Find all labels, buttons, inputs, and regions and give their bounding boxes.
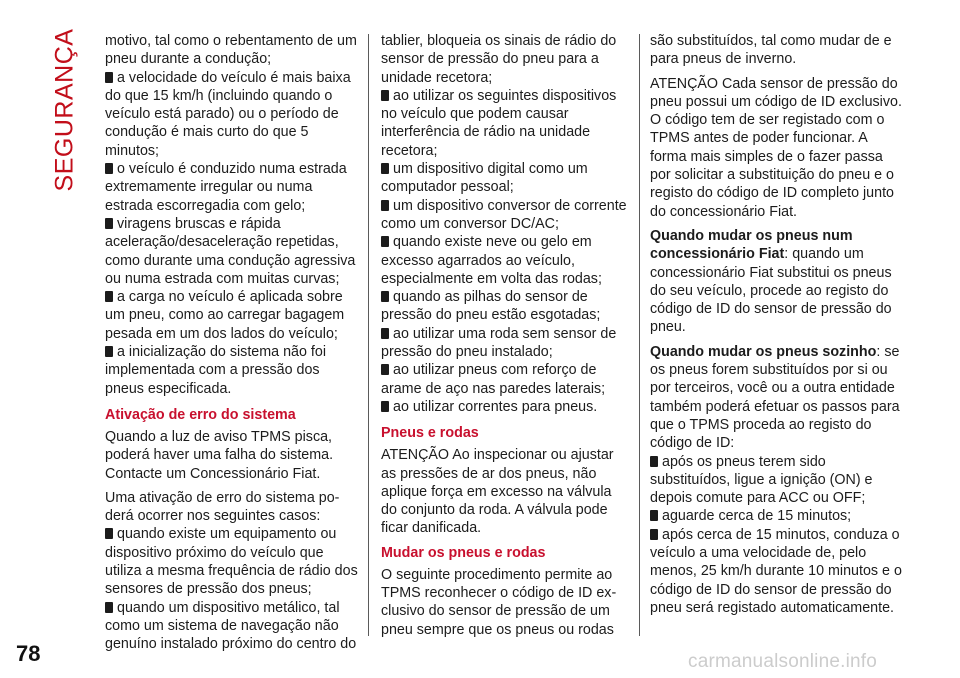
- list-item: [381, 87, 631, 160]
- section-heading: Pneus e rodas: [381, 425, 479, 442]
- bold-lead: Quando mudar os pneus num concessionário Fiat: [650, 227, 853, 263]
- list-item: [381, 233, 631, 288]
- list-item-text: o veículo é conduzido numa estrada extremamente irregular ou numa estrada escorregadia com gelo;: [105, 161, 347, 214]
- column-divider: [639, 34, 640, 636]
- checkbox-bullet-icon: [381, 236, 389, 247]
- checkbox-bullet-icon: [381, 163, 389, 174]
- column-divider: [368, 34, 369, 636]
- paragraph: tablier, bloqueia os sinais de rádio do sensor de pressão do pneu para a unidade recetora;: [381, 33, 617, 86]
- section-label: SEGURANÇA: [50, 28, 79, 192]
- text-column-2: [381, 32, 631, 639]
- list-item: [105, 288, 361, 343]
- paragraph: [650, 343, 902, 453]
- paragraph: ATENÇÃO Cada sensor de pressão do pneu possui um código de ID exclusivo. O código tem de ser registado com o TPMS antes de poder funcionar. A forma mais simples de o fazer passa por solicitar a substituição do pneu e o registo do código de ID completo junto do concessionário Fiat.: [650, 75, 902, 220]
- paragraph-text: : quando um concessionário Fiat substitui os pneus do seu veículo, procede ao registo do código de ID do sensor de pressão do pneu.: [650, 246, 892, 336]
- list-item: [650, 453, 902, 508]
- list-item-text: a inicialização do sistema não foi implementada com a pressão dos pneus especificada.: [105, 344, 327, 397]
- list-item-text: ao utilizar pneus com reforço de arame de aço nas paredes laterais;: [381, 362, 606, 397]
- list-item: [105, 160, 361, 215]
- list-item: [381, 160, 631, 197]
- list-item-text: após os pneus terem sido substituídos, ligue a ignição (ON) e depois comute para ACC ou OFF;: [650, 453, 873, 507]
- watermark: carmanualsonline.info: [688, 651, 878, 672]
- list-item-text: quando as pilhas do sensor de pressão do pneu estão esgotadas;: [381, 289, 601, 324]
- checkbox-bullet-icon: [105, 72, 113, 83]
- checkbox-bullet-icon: [381, 328, 389, 339]
- list-item: [381, 288, 631, 325]
- paragraph: O seguinte procedimento permite ao TPMS reconhecer o código de ID exclusivo do sensor de pressão de um pneu sempre que os pneus ou rodas: [381, 566, 617, 638]
- paragraph: Uma ativação de erro do sistema poderá ocorrer nos seguintes casos:: [105, 489, 340, 525]
- list-item: [105, 69, 361, 160]
- checkbox-bullet-icon: [381, 364, 389, 375]
- section-heading: Mudar os pneus e rodas: [381, 544, 546, 561]
- checkbox-bullet-icon: [381, 291, 389, 302]
- page-number: 78: [16, 641, 41, 666]
- list-item: [381, 325, 631, 362]
- list-item-text: ao utilizar correntes para pneus.: [393, 398, 598, 415]
- list-item: [381, 398, 631, 416]
- list-item-text: um dispositivo digital como um computador pessoal;: [381, 161, 588, 196]
- list-item-text: quando existe neve ou gelo em excesso agarrados ao veículo, especialmente em volta das rodas;: [381, 234, 602, 287]
- list-item: [105, 599, 361, 654]
- checkbox-bullet-icon: [105, 528, 113, 539]
- text-column-3: [650, 32, 902, 617]
- section-heading: Ativação de erro do sistema: [105, 406, 296, 423]
- checkbox-bullet-icon: [650, 456, 658, 467]
- bold-lead: Quando mudar os pneus sozinho: [650, 343, 877, 360]
- list-item: [105, 215, 361, 288]
- list-item-text: quando existe um equipamento ou dispositivo próximo do veículo que utiliza a mesma frequência de rádio dos sensores de pressão dos pneus;: [105, 526, 358, 598]
- list-item-text: a velocidade do veículo é mais baixa do que 15 km/h (incluindo quando o veículo está parado) ou o período de condução é mais curto do que 5 minutos;: [105, 69, 351, 159]
- list-item-text: ao utilizar os seguintes dispositivos no veículo que podem causar interferência de rádio na unidade recetora;: [381, 87, 617, 159]
- list-item-text: ao utilizar uma roda sem sensor de pressão do pneu instalado;: [381, 325, 617, 361]
- checkbox-bullet-icon: [381, 200, 389, 211]
- checkbox-bullet-icon: [650, 529, 658, 540]
- section-tab: [50, 30, 80, 190]
- list-item-text: um dispositivo conversor de corrente como um conversor DC/AC;: [381, 197, 627, 232]
- checkbox-bullet-icon: [105, 346, 113, 357]
- list-item: [650, 526, 902, 617]
- list-item: [650, 507, 902, 525]
- paragraph-text: : se os pneus forem substituídos por si ou por terceiros, você ou a outra entidade também poderá efetuar os passos para que o TPMS proceda ao registo do código de ID:: [650, 343, 900, 452]
- list-item: [381, 361, 631, 398]
- checkbox-bullet-icon: [105, 163, 113, 174]
- list-item-text: aguarde cerca de 15 minutos;: [662, 508, 852, 525]
- checkbox-bullet-icon: [105, 291, 113, 302]
- checkbox-bullet-icon: [381, 401, 389, 412]
- list-item-text: após cerca de 15 minutos, conduza o veículo a uma velocidade de, pelo menos, 25 km/h durante 10 minutos e o código de ID do sensor de pressão do pneu será registado automaticamente.: [650, 526, 902, 616]
- list-item-text: viragens bruscas e rápida aceleração/desaceleração repetidas, como durante uma condução agressiva ou numa estrada com muitas curvas;: [105, 215, 356, 287]
- paragraph: ATENÇÃO Ao inspecionar ou ajustar as pressões de ar dos pneus, não aplique força em excesso na válvula do conjunto da roda. A válvula pode ficar danificada.: [381, 447, 614, 537]
- checkbox-bullet-icon: [650, 510, 658, 521]
- paragraph: são substituídos, tal como mudar de e para pneus de inverno.: [650, 33, 892, 68]
- list-item: [381, 197, 631, 234]
- list-item: [105, 343, 361, 398]
- checkbox-bullet-icon: [105, 602, 113, 613]
- checkbox-bullet-icon: [105, 218, 113, 229]
- checkbox-bullet-icon: [381, 90, 389, 101]
- paragraph: Quando a luz de aviso TPMS pisca, poderá haver uma falha do sistema. Contacte um Concessionário Fiat.: [105, 428, 334, 482]
- paragraph: [650, 227, 902, 337]
- paragraph: motivo, tal como o rebentamento de um pneu durante a condução;: [105, 33, 357, 68]
- list-item: [105, 525, 361, 598]
- list-item-text: quando um dispositivo metálico, tal como um sistema de navegação não genuíno instalado próximo do centro do: [105, 599, 357, 653]
- list-item-text: a carga no veículo é aplicada sobre um pneu, como ao carregar bagagem pesada em um dos lados do veículo;: [105, 289, 345, 342]
- text-column-1: [105, 32, 361, 654]
